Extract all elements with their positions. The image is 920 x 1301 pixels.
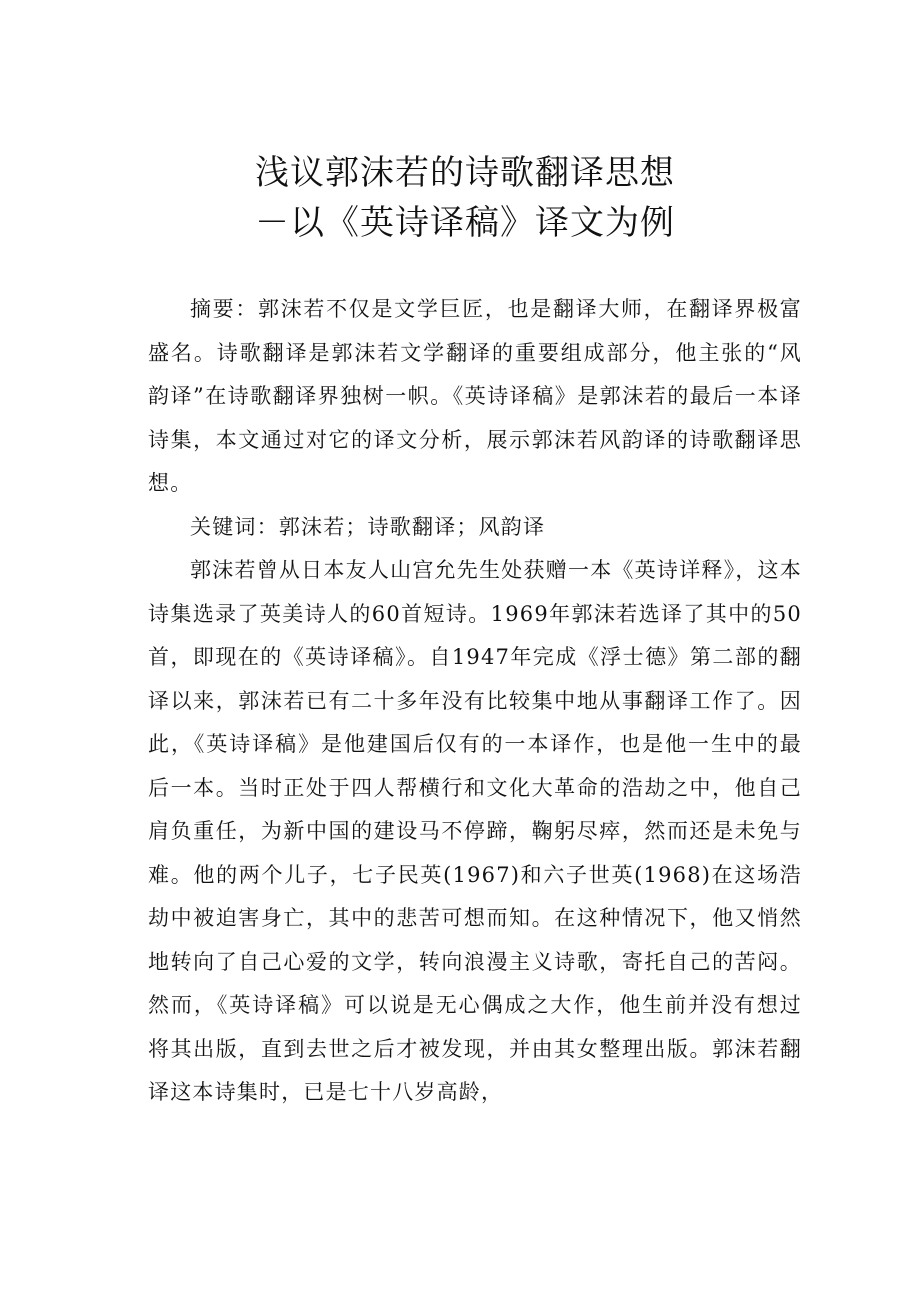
document-body	[148, 288, 802, 1115]
title-line-2: －以《英诗译稿》译文为例	[255, 203, 675, 243]
abstract-paragraph: 摘要：郭沫若不仅是文学巨匠，也是翻译大师，在翻译界极富盛名。诗歌翻译是郭沫若文学翻译的重要组成部分，他主张的“风韵译”在诗歌翻译界独树一帜。《英诗译稿》是郭沫若的最后一本译诗集，本文通过对它的译文分析，展示郭沫若风韵译的诗歌翻译思想。	[148, 297, 802, 495]
body-paragraph-1: 郭沫若曾从日本友人山宫允先生处获赠一本《英诗详释》，这本诗集选录了英美诗人的60首短诗。1969年郭沫若选译了其中的50首，即现在的《英诗译稿》。自1947年完成《浮士德》第二部的翻译以来，郭沫若已有二十多年没有比较集中地从事翻译工作了。因此，《英诗译稿》是他建国后仅有的一本译作，也是他一生中的最后一本。当时正处于四人帮横行和文化大革命的浩劫之中，他自己肩负重任，为新中国的建设马不停蹄，鞠躬尽瘁，然而还是未免与难。他的两个儿子，七子民英(1967)和六子世英(1968)在这场浩劫中被迫害身亡，其中的悲苦可想而知。在这种情况下，他又悄然地转向了自己心爱的文学，转向浪漫主义诗歌，寄托自己的苦闷。然而，《英诗译稿》可以说是无心偶成之大作，他生前并没有想过将其出版，直到去世之后才被发现，并由其女整理出版。郭沫若翻译这本诗集时，已是七十八岁高龄，	[148, 558, 802, 1104]
title-line-1: 浅议郭沫若的诗歌翻译思想	[255, 153, 675, 193]
document-title	[128, 148, 802, 248]
keywords-paragraph: 关键词：郭沫若；诗歌翻译；风韵译	[190, 514, 546, 539]
